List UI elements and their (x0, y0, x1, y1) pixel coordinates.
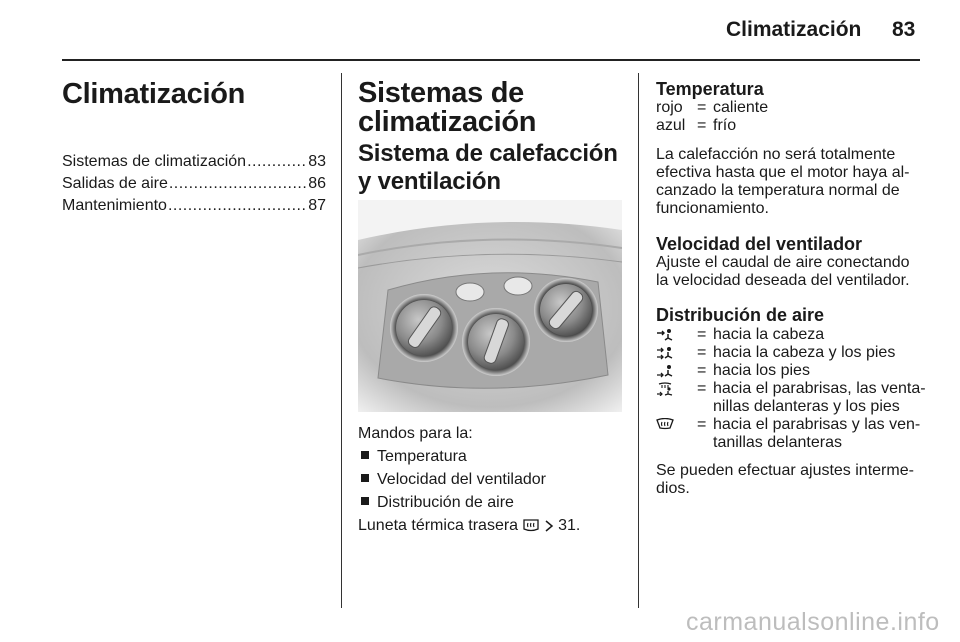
toc-page: 83 (308, 153, 326, 170)
legend-row (656, 344, 940, 362)
paragraph-line: canzado la temperatura normal de (656, 182, 900, 199)
rear-window-line (358, 517, 580, 535)
toc-leader (168, 195, 307, 217)
running-title: Climatización (726, 18, 862, 41)
legend-value (713, 326, 940, 344)
toc-leader (247, 151, 307, 173)
legend-value: caliente (713, 99, 769, 116)
table-of-contents (62, 151, 326, 217)
bullet-icon (361, 451, 369, 459)
controls-list (358, 448, 628, 517)
legend-equals: = (697, 326, 707, 343)
air-to-head-and-feet-icon (656, 346, 674, 360)
paragraph-line: Se pueden efectuar ajustes interme- (656, 462, 914, 479)
column-divider-1 (341, 73, 342, 608)
page-reference-link[interactable]: 31. (558, 517, 581, 534)
controls-intro: Mandos para la: (358, 425, 473, 442)
toc-page: 87 (308, 197, 326, 214)
paragraph-line: funcionamiento. (656, 200, 769, 217)
air-to-windscreen-and-feet-icon (656, 382, 674, 396)
toc-leader (169, 173, 307, 195)
climate-control-panel-photo (358, 200, 622, 412)
section-title (358, 79, 536, 137)
column-divider-2 (638, 73, 639, 608)
list-item-text: Temperatura (377, 448, 467, 465)
legend-value (713, 362, 940, 380)
subsection-title-line: y ventilación (358, 168, 501, 195)
legend-key: rojo (656, 99, 683, 116)
rear-window-heater-icon (522, 518, 540, 534)
legend-row (656, 326, 940, 344)
legend-row (656, 117, 926, 135)
legend-equals: = (697, 99, 707, 116)
rear-window-text: Luneta térmica trasera (358, 517, 519, 534)
fan-speed-heading: Velocidad del ventilador (656, 234, 863, 254)
toc-page: 86 (308, 175, 326, 192)
intermediate-settings-paragraph (656, 462, 940, 498)
subsection-title (358, 140, 618, 196)
paragraph-line: Ajuste el caudal de aire conectando (656, 254, 910, 271)
legend-row (656, 362, 940, 380)
paragraph-line: La calefacción no será totalmente (656, 146, 896, 163)
air-to-head-icon (656, 328, 674, 342)
bullet-icon (361, 474, 369, 482)
paragraph-line: la velocidad deseada del ventilador. (656, 272, 910, 289)
legend-value-line: hacia el parabrisas y las ven- (713, 416, 921, 433)
air-to-feet-icon (656, 364, 674, 378)
temperature-heading: Temperatura (656, 79, 764, 99)
legend-equals: = (697, 416, 707, 433)
paragraph-line: efectiva hasta que el motor haya al- (656, 164, 910, 181)
legend-equals: = (697, 380, 707, 397)
subsection-title-line: Sistema de calefacción (358, 140, 618, 167)
legend-value-line: tanillas delanteras (713, 434, 842, 451)
legend-value (713, 416, 940, 452)
toc-label: Sistemas de climatización (62, 153, 247, 170)
legend-value-line: hacia el parabrisas, las venta- (713, 380, 926, 397)
legend-value-line: hacia la cabeza (713, 326, 825, 343)
legend-value-line: hacia los pies (713, 362, 810, 379)
list-item (358, 471, 628, 489)
toc-item[interactable] (62, 195, 326, 217)
list-item (358, 448, 628, 466)
section-title-line: Sistemas de (358, 77, 524, 109)
temperature-legend (656, 99, 926, 135)
legend-key: azul (656, 117, 686, 134)
bullet-icon (361, 497, 369, 505)
section-title-line: climatización (358, 106, 537, 138)
windscreen-defrost-icon (656, 418, 674, 432)
toc-label: Salidas de aire (62, 175, 168, 192)
toc-item[interactable] (62, 173, 326, 195)
page-number: 83 (892, 18, 916, 41)
legend-value (713, 344, 940, 362)
legend-equals: = (697, 362, 707, 379)
paragraph-line: dios. (656, 480, 690, 497)
legend-row (656, 99, 926, 117)
list-item-text: Distribución de aire (377, 494, 514, 511)
toc-item[interactable] (62, 151, 326, 173)
legend-value-line: nillas delanteras y los pies (713, 398, 900, 415)
legend-equals: = (697, 117, 707, 134)
legend-value (713, 380, 940, 416)
toc-label: Mantenimiento (62, 197, 167, 214)
air-distribution-legend (656, 326, 940, 452)
list-item (358, 494, 628, 512)
legend-row (656, 416, 940, 452)
chapter-title: Climatización (62, 78, 246, 110)
legend-value-line: hacia la cabeza y los pies (713, 344, 896, 361)
header-rule (62, 59, 920, 61)
page-reference-icon (544, 519, 554, 533)
legend-equals: = (697, 344, 707, 361)
legend-row (656, 380, 940, 416)
legend-value: frío (713, 117, 737, 134)
air-distribution-heading: Distribución de aire (656, 305, 825, 325)
list-item-text: Velocidad del ventilador (377, 471, 547, 488)
fan-speed-paragraph (656, 254, 936, 290)
watermark: carmanualsonline.info (686, 608, 940, 636)
temperature-paragraph (656, 146, 936, 218)
